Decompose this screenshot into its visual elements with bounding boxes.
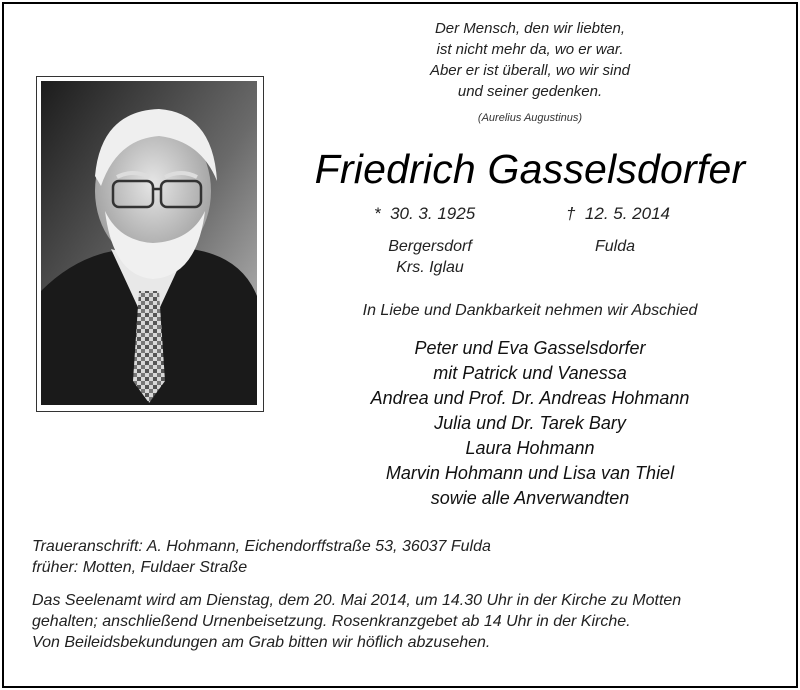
- farewell-line: In Liebe und Dankbarkeit nehmen wir Abschied: [362, 302, 698, 319]
- quote-line: und seiner gedenken.: [457, 83, 603, 100]
- mourner-line: Peter und Eva Gasselsdorfer: [414, 338, 646, 358]
- birth-place: [360, 236, 500, 278]
- mourning-address: [32, 536, 491, 578]
- mourner-line: Marvin Hohmann und Lisa van Thiel: [385, 463, 675, 483]
- mourner-line: sowie alle Anverwandten: [430, 488, 630, 508]
- deceased-name: Friedrich Gasselsdorfer: [314, 146, 746, 192]
- death-date-row: [566, 204, 670, 224]
- portrait-frame: [36, 76, 264, 412]
- mourner-line: Laura Hohmann: [465, 438, 595, 458]
- quote-line: Aber er ist überall, wo wir sind: [429, 62, 631, 79]
- mourner-line: mit Patrick und Vanessa: [433, 363, 627, 383]
- death-cross-icon: †: [566, 204, 576, 223]
- death-place: Fulda: [594, 238, 636, 255]
- birth-place-line: Bergersdorf: [388, 238, 472, 255]
- quote-line: ist nicht mehr da, wo er war.: [436, 41, 624, 58]
- service-info: [32, 590, 782, 653]
- quote-author: (Aurelius Augustinus): [477, 112, 583, 124]
- portrait-image: [41, 81, 257, 405]
- birth-symbol: *: [374, 204, 381, 223]
- service-line: Von Beileidsbekundungen am Grab bitten wir höflich abzusehen.: [32, 634, 491, 651]
- service-line: Das Seelenamt wird am Dienstag, dem 20. Mai 2014, um 14.30 Uhr in der Kirche zu Motten: [32, 592, 682, 609]
- quote: [330, 18, 730, 102]
- mourner-line: Julia und Dr. Tarek Bary: [434, 413, 626, 433]
- service-line: gehalten; anschließend Urnenbeisetzung. Rosenkranzgebet ab 14 Uhr in der Kirche.: [32, 613, 631, 630]
- address-line: früher: Motten, Fuldaer Straße: [32, 559, 248, 576]
- mourner-line: Andrea und Prof. Dr. Andreas Hohmann: [370, 388, 690, 408]
- portrait-photo: [41, 81, 257, 405]
- birth-date: 30. 3. 1925: [390, 204, 476, 223]
- address-line: Traueranschrift: A. Hohmann, Eichendorffstraße 53, 36037 Fulda: [32, 538, 491, 555]
- mourners-list: [300, 336, 760, 511]
- birth-place-line: Krs. Iglau: [396, 259, 464, 276]
- birth-date-row: [374, 204, 475, 224]
- death-date: 12. 5. 2014: [584, 204, 670, 223]
- quote-line: Der Mensch, den wir liebten,: [434, 20, 626, 37]
